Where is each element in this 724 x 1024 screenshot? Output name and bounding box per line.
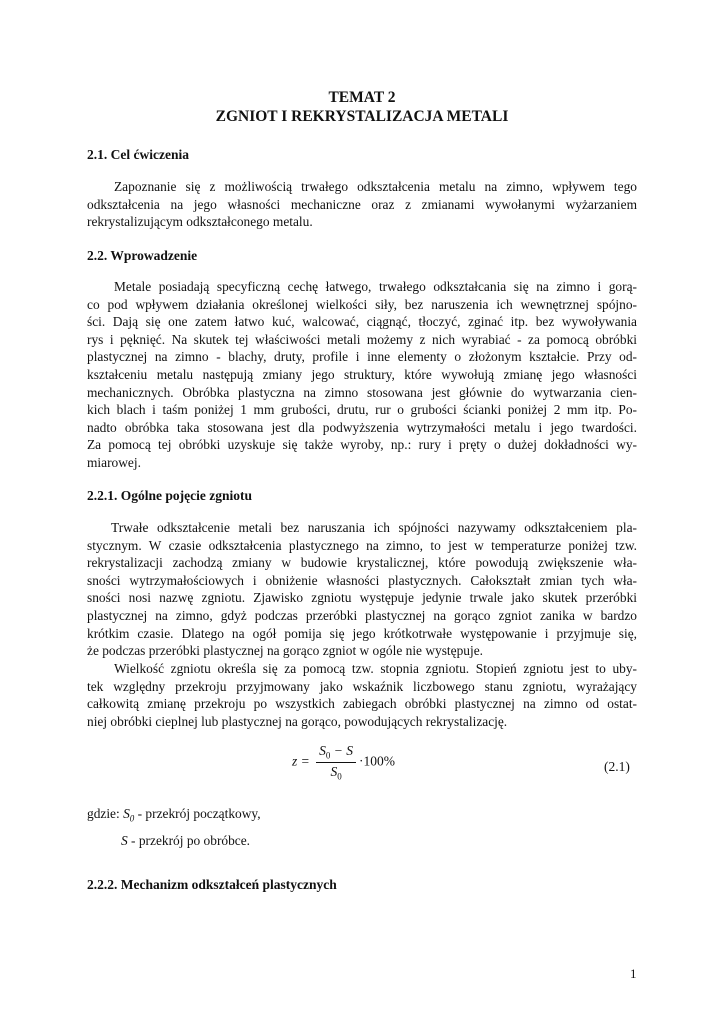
text-line: mechanicznych. Obróbka plastyczna na zimno stosowana jest głównie do wytwarzania cien- (87, 384, 637, 400)
equation-fraction (316, 743, 356, 781)
symbol-s: S (330, 763, 338, 779)
equation-2-1 (292, 743, 395, 781)
text-line: miarowej. (87, 454, 141, 470)
text-line: rekrystalizującym odkształconego metalu. (87, 214, 313, 230)
symbol-s: S (319, 743, 326, 758)
paragraph-wprowadzenie (87, 278, 637, 472)
paragraph-zgniot-2 (87, 660, 637, 730)
paragraph-cel (87, 178, 637, 231)
text-line: Za pomocą tej obróbki uzyskuje się także wyroby, np.: rury i pręty o dużej dokładności wy- (87, 437, 637, 453)
text-line: kształceniu metalu następują zmiany jego struktury, które wywołują zmianę jego własności (87, 366, 637, 382)
text-line: Zapoznanie się z możliwością trwałego odkształcenia metalu na zimno, wpływem tego (114, 179, 637, 194)
numerator-rest: − S (330, 743, 353, 758)
text-line: sności wytrzymałościowych i obniżenie własności plastycznych. Całokształt zmian tych wła- (87, 572, 637, 588)
legend-desc: - przekrój po obróbce. (127, 832, 251, 848)
text-line: Trwałe odkształcenie metali bez naruszania ich spójności nazywamy odkształceniem pla- (111, 520, 637, 535)
symbol-s: S (121, 832, 128, 848)
equation-number: (2.1) (604, 759, 630, 774)
text-line: odkształcenia na jego własności mechaniczne oraz z zmianami wywołanymi wyżarzaniem (87, 196, 637, 212)
paragraph-zgniot-1 (87, 519, 637, 660)
legend-prefix: gdzie: (87, 806, 124, 821)
equation-numerator (316, 743, 356, 763)
text-line: plastycznej na zimno - blachy, druty, profile i inne elementy o złożonym kształcie. Przy od- (87, 349, 637, 365)
symbol-s: S (123, 806, 130, 821)
document-title: TEMAT 2 (328, 89, 396, 106)
text-line: stycznym. W czasie odkształcenia plastycznego na zimno, to jest w temperaturze poniżej tzw. (87, 537, 637, 553)
heading-2-1: 2.1. Cel ćwiczenia (87, 147, 189, 162)
page-number: 1 (630, 966, 637, 981)
equation-lhs: z = (292, 753, 310, 769)
equation-legend (87, 803, 261, 851)
text-line: Wielkość zgniotu określa się za pomocą tzw. stopnia zgniotu. Stopień zgniotu jest to uby- (114, 661, 637, 676)
heading-2-2-1: 2.2.1. Ogólne pojęcie zgniotu (87, 488, 252, 503)
text-line: Metale posiadają specyficzną cechę łatwego, trwałego odkształcania się na zimno i gorą- (114, 279, 637, 294)
subscript: 0 (129, 813, 135, 824)
subscript: 0 (337, 771, 342, 782)
text-line: kich blach i taśm poniżej 1 mm grubości, drutu, rur o grubości ścianki poniżej 2 mm itp. Po- (87, 402, 637, 418)
text-line: rys i pęknięć. Na skutek tej właściwości metali możemy z nich wyrabiać - za pomocą obróbki (87, 331, 637, 347)
heading-2-2: 2.2. Wprowadzenie (87, 248, 198, 263)
text-line: ści. Dają się one zatem łatwo kuć, walcować, ciągnąć, tłoczyć, zginać itp. bez wywoływania (87, 314, 637, 330)
text-line: co pod wpływem działania określonej wielkości siły, bez naruszenia ich wewnętrznej spójno- (87, 296, 637, 312)
text-line: tek względny przekroju przyjmowany jako wskaźnik liczbowego stanu zgniotu, wyrażający (87, 678, 637, 694)
equation-denominator (316, 763, 356, 782)
text-line: krótkim czasie. Dlatego na ogół pomija się jego krótkotrwałe występowanie i przyjmuje się, (87, 625, 637, 641)
text-line: że podczas przeróbki plastycznej na gorąco zgniot w ogóle nie występuje. (87, 643, 483, 659)
text-line: całkowitą zmianę przekroju po wszystkich zabiegach obróbki plastycznej na zimno od ostat- (87, 696, 637, 712)
text-line: niej obróbki cieplnej lub plastycznej na gorąco, powodujących rekrystalizację. (87, 713, 508, 729)
legend-line-s (87, 830, 261, 851)
text-line: sności nosi nazwę zgniotu. Zjawisko zgniotu występuje jedynie trwale jako skutek przeróbki (87, 590, 637, 606)
text-line: nadto obróbka taka stosowana jest dla podwyższenia wytrzymałości metalu i jego twardości. (87, 419, 637, 435)
text-line: rekrystalizacji zachodzą zmiany w budowie krystalicznej, które powodują zwiększenie wła- (87, 555, 637, 571)
document-subtitle: ZGNIOT I REKRYSTALIZACJA METALI (215, 108, 509, 125)
heading-2-2-2: 2.2.2. Mechanizm odkształceń plastycznych (87, 877, 337, 892)
equation-rhs: ·100% (359, 753, 395, 769)
subscript: 0 (325, 750, 331, 761)
legend-line-s0 (87, 803, 261, 830)
text-line: plastycznej na zimno, gdyż podczas przeróbki plastycznej na gorąco zgniot zanika w bardzo (87, 607, 637, 623)
legend-desc: - przekrój początkowy, (134, 806, 261, 821)
